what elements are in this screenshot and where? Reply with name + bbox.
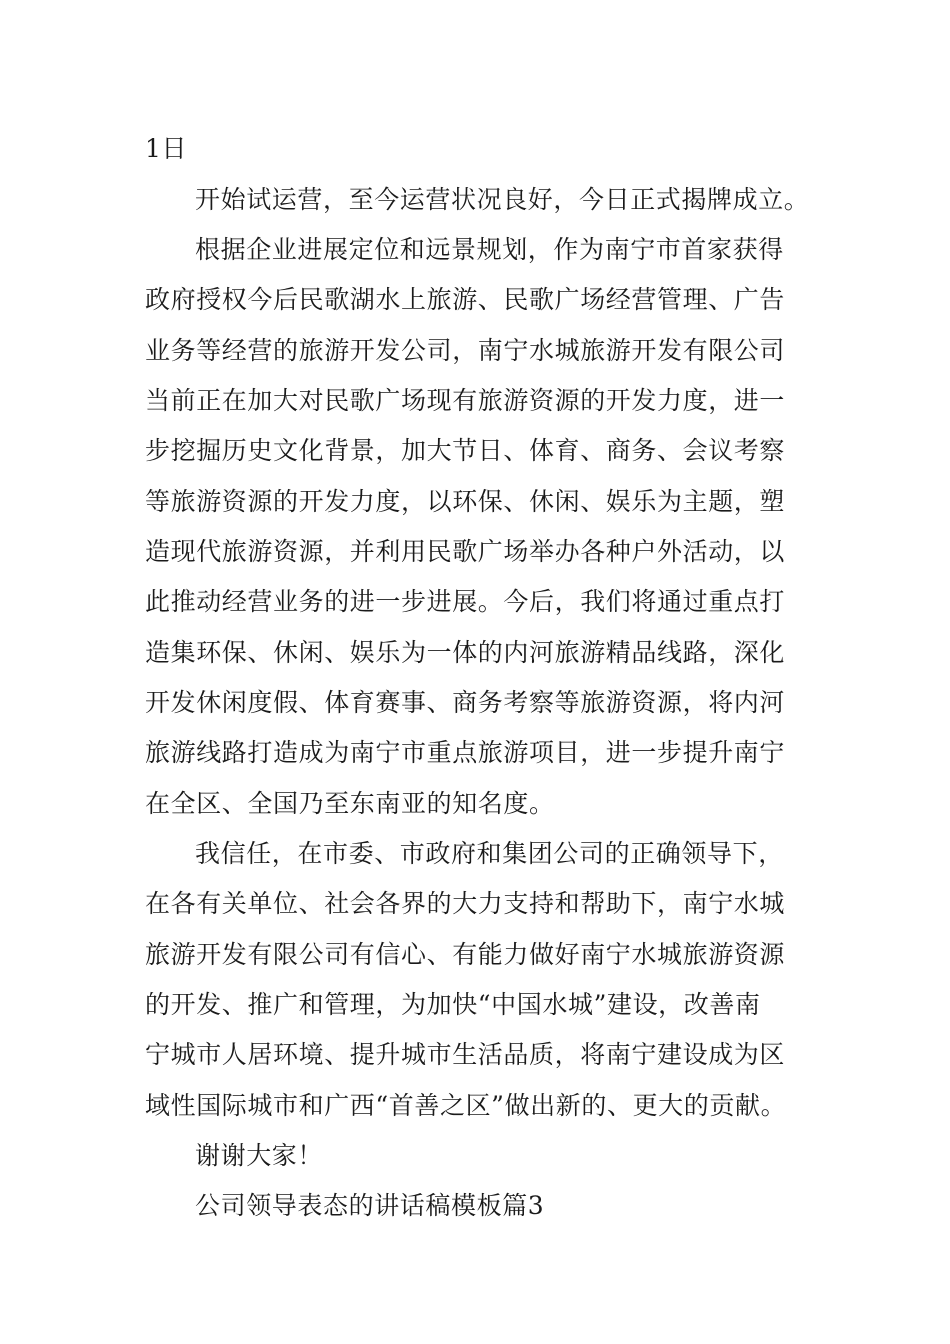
text-line: 在全区、全国乃至东南亚的知名度。 — [145, 789, 555, 818]
text-line: 步挖掘历史文化背景，加大节日、体育、商务、会议考察 — [145, 436, 786, 465]
text-line: 根据企业进展定位和远景规划，作为南宁市首家获得 — [195, 235, 784, 264]
text-line: 开发休闲度假、体育赛事、商务考察等旅游资源，将内河 — [145, 688, 786, 717]
text-line: 旅游线路打造成为南宁市重点旅游项目，进一步提升南宁 — [145, 738, 786, 767]
text-line: 宁城市人居环境、提升城市生活品质，将南宁建设成为区 — [145, 1040, 786, 1069]
text-line: 谢谢大家！ — [195, 1141, 324, 1170]
text-line: 造集环保、休闲、娱乐为一体的内河旅游精品线路，深化 — [145, 638, 786, 667]
text-line: 开始试运营，至今运营状况良好，今日正式揭牌成立。 — [195, 185, 810, 214]
text-line: 在各有关单位、社会各界的大力支持和帮助下，南宁水城 — [145, 889, 786, 918]
text-line: 当前正在加大对民歌广场现有旅游资源的开发力度，进一 — [145, 386, 786, 415]
text-line: 政府授权今后民歌湖水上旅游、民歌广场经营管理、广告 — [145, 285, 786, 314]
text-line: 域性国际城市和广西“首善之区”做出新的、更大的贡献。 — [145, 1091, 787, 1120]
text-line: 造现代旅游资源，并利用民歌广场举办各种户外活动，以 — [145, 537, 786, 566]
text-line: 的开发、推广和管理，为加快“中国水城”建设，改善南 — [145, 990, 761, 1019]
text-line: 等旅游资源的开发力度，以环保、休闲、娱乐为主题，塑 — [145, 487, 786, 516]
text-line: 1日 — [145, 134, 188, 163]
text-line: 旅游开发有限公司有信心、有能力做好南宁水城旅游资源 — [145, 940, 786, 969]
section-heading: 公司领导表态的讲话稿模板篇3 — [195, 1191, 545, 1220]
text-line: 我信任，在市委、市政府和集团公司的正确领导下， — [195, 839, 784, 868]
text-line: 此推动经营业务的进一步进展。今后，我们将通过重点打 — [145, 587, 786, 616]
text-line: 业务等经营的旅游开发公司，南宁水城旅游开发有限公司 — [145, 336, 786, 365]
